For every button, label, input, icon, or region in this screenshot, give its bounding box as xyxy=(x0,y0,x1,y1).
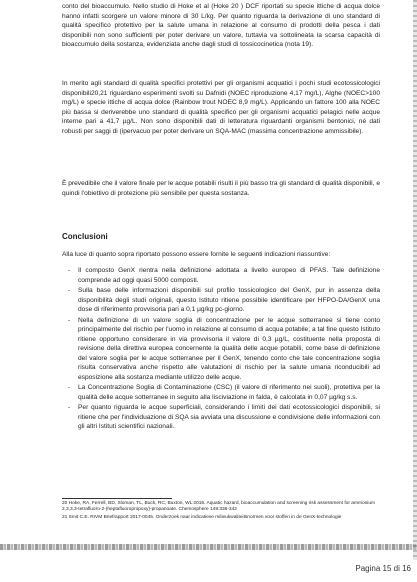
footnote-divider xyxy=(62,498,172,499)
scan-artifact-band xyxy=(0,544,417,550)
list-item: - Per quanto riguarda le acque superficiali, considerando i limiti dei dati ecotossicologici disponibili, si ritiene che per l'individuazione di SQA sia avviata una discussione e condivisione delle informazioni con gli altri Istituti scientifici nazionali. xyxy=(68,404,380,430)
section-heading-conclusions: Conclusioni xyxy=(62,232,108,241)
conclusions-intro: Alla luce di quanto sopra riportato possono essere fornite le seguenti indicazioni riassuntive: xyxy=(62,251,331,258)
bullet-dash: - xyxy=(68,267,71,274)
bullet-dash: - xyxy=(68,404,71,411)
footnote-21: 21 Smit C.E. RIVM Briefrapport 2017-0045. Onderzoek naar indicatieve milieukwaliteitsnormen voor stoffen in de GenX-technologie xyxy=(62,514,342,520)
list-item: - Sulla base delle informazioni disponibili sul profilo tossicologico del GenX, pur in assenza della disponibilità degli studi originali, questo Istituto ritiene possibile identificare per HFPO-DA/GenX una dose di riferimento provvisoria pari a 0,1 µg/kg pc-giorno. xyxy=(68,287,380,313)
paragraph-drinking-water: È prevedibile che il valore finale per le acque potabili risulti il più basso tra gli standard di qualità disponibili, e quindi l'obiettivo di protezione più sensibile per questa sostanza. xyxy=(62,180,380,197)
list-item: - Nella definizione di un valore soglia di concentrazione per le acque sotterranee si tiene conto principalmente del rischio per l'uomo in relazione al consumo di acqua potabile; a tal fine questo Istituto ritiene opportuno considerare in via provvisoria il valore di 0,3 µg/L, costituente nella proposta di revisione della direttiva europea concernente la qualità delle acque potabili, come base di definizione del valore soglia per le acque sotterranee per il GenX, tenendo conto che tale concentrazione soglia risulta conservativa anche rispetto alle valutazioni di rischio per la salute umana riconducibili ad esposizione alla sostanza mediante utilizzo delle acque. xyxy=(68,316,380,381)
paragraph-aquatic-standards: In merito agli standard di qualità specifici protettivi per gli organismi acquatici i pochi studi ecotossicologici disponibili20,21 riguardano esperimenti svolti su Dafnidi (NOEC riproduzione 4,17 mg/L), Alghe (NOEC>100 mg/L) e specie ittiche di acqua dolce (Rainbow trout NOEC 8,9 mg/L). Applicando un fattore 100 alla NOEC più bassa si deriverebbe uno standard di qualità specifico per gli organismi acquatici pelagici nelle acque interne pari a 41,7 µg/L. Non sono disponibili dati di letteratura riguardanti organismi bentonici, né dati robusti per saggi di (ipervacuo per poter derivare un SQA-MAC (massima concentrazione ammissibile). xyxy=(62,80,380,135)
bullet-dash: - xyxy=(68,287,71,294)
paragraph-bioaccumulation: conto del bioaccumulo. Nello studio di Hoke et al (Hoke 20 ) DCF riportati su specie ittiche di acqua dolce hanno infatti scorgere un valore minore di 30 L/kg. Per quanto riguarda la derivazione di uno standard di qualità specifico protettivo per la salute umana in relazione al consumo di prodotti della pesca i dati disponibili non sono sufficienti per poter derivare un valore, tuttavia va sottolineata la scarsa capacità di bioaccumulo della sostanza, evidenziata anche dagli studi di tossicocinetica (nota 19). xyxy=(62,3,380,48)
list-item: - La Concentrazione Soglia di Contaminazione (CSC) (il valore di riferimento nei suoli), protettiva per la qualità delle acque sotterranee in seguito alla lisciviazione in falda, è calcolata in 0,07 µg/kg s.s. xyxy=(68,384,380,401)
footnote-20: 20 Hoke, RA, Ferrell, BD, Sloman, TL, Buck, RC, Buxton, WL 2016. Aquatic hazard, bioaccumulation and screening risk assessment for ammonium 2,3,3,3-tetrafluoro-2-(heptafluoropropoxy)-propanoate. Chemosphere 149:336-342 xyxy=(62,501,376,513)
scan-edge-artifact xyxy=(413,0,417,560)
bullet-dash: - xyxy=(68,316,71,324)
footnotes xyxy=(62,501,380,522)
conclusions-list xyxy=(62,266,380,433)
list-item: - Il composto GenX rientra nella definizione adottata a livello europeo di PFAS. Tale definizione comprende ad oggi quasi 5000 composti. xyxy=(68,267,380,284)
page-number: Pagina 15 di 16 xyxy=(355,564,411,573)
bullet-dash: - xyxy=(68,384,71,391)
